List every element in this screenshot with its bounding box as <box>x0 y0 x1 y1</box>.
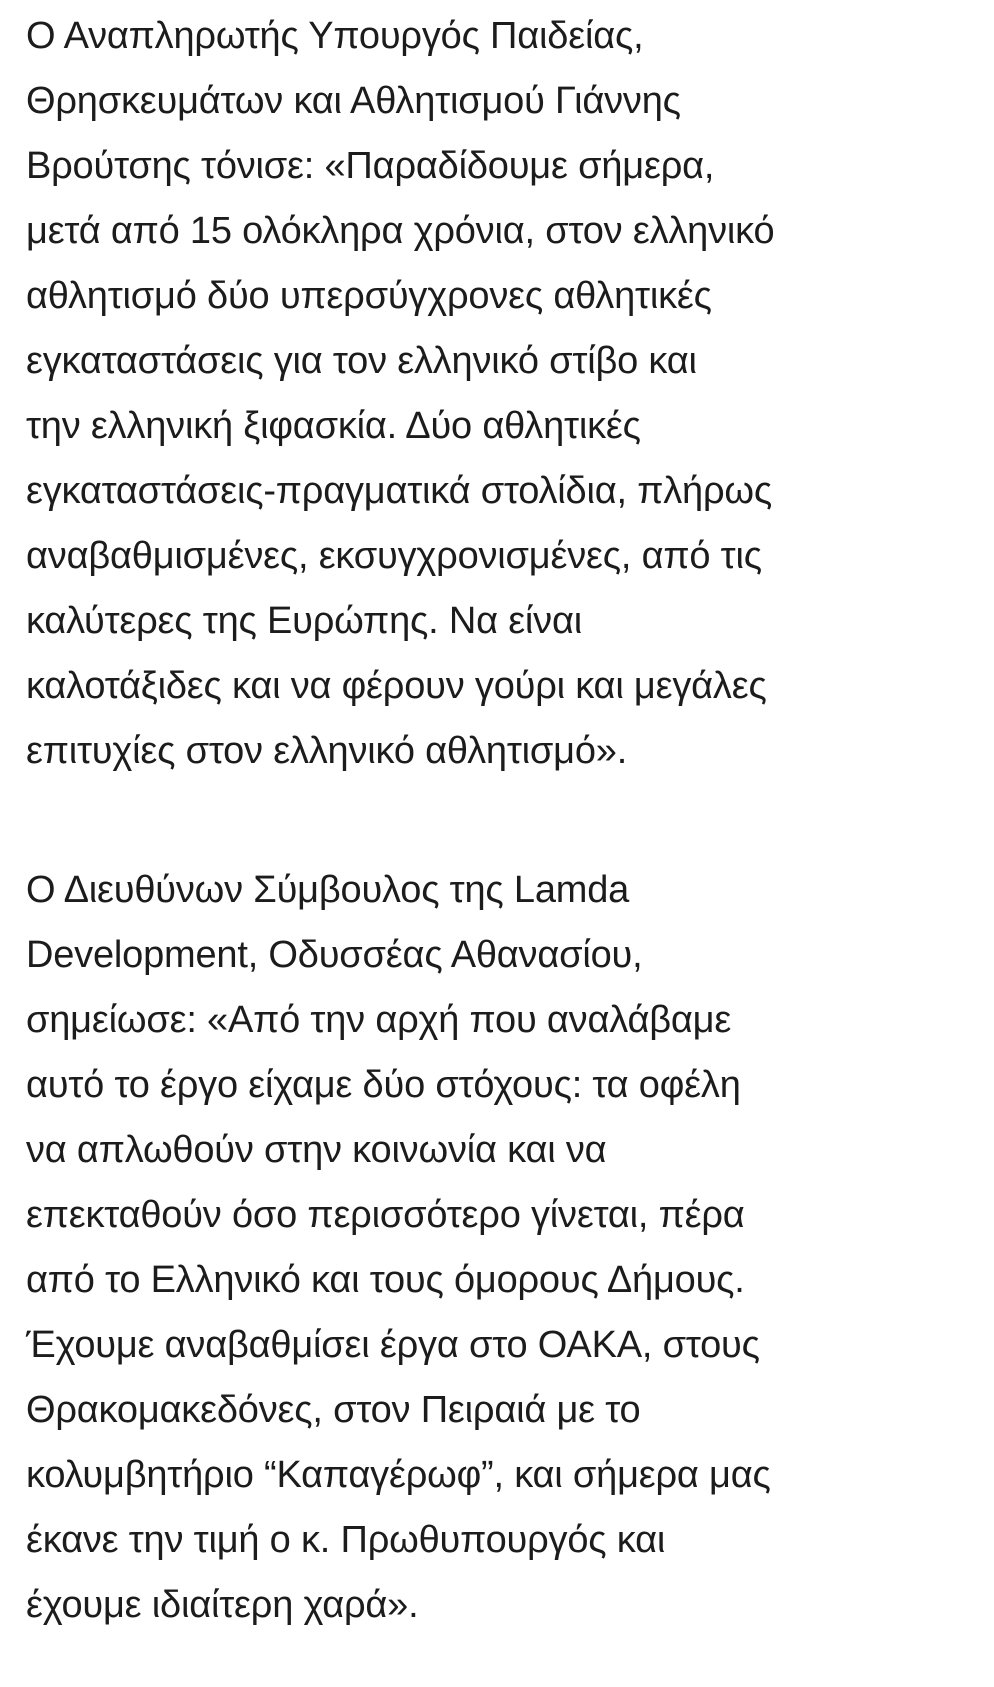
text-line: Ο Αναπληρωτής Υπουργός Παιδείας, <box>26 15 644 57</box>
text-line: έκανε την τιμή ο κ. Πρωθυπουργός και <box>26 1519 666 1561</box>
text-line: από το Ελληνικό και τους όμορους Δήμους. <box>26 1259 745 1301</box>
text-line: Έχουμε αναβαθμίσει έργα στο ΟΑΚΑ, στους <box>26 1324 760 1366</box>
paragraph-spacer <box>26 784 994 858</box>
text-line: καλύτερες της Ευρώπης. Να είναι <box>26 600 582 642</box>
text-line: εγκαταστάσεις-πραγματικά στολίδια, πλήρως <box>26 470 772 512</box>
text-line: κολυμβητήριο “Καπαγέρωφ”, και σήμερα μας <box>26 1454 771 1496</box>
text-line: επιτυχίες στον ελληνικό αθλητισμό». <box>26 730 628 772</box>
quote-paragraph-ceo <box>26 858 994 1638</box>
text-line: Θρακομακεδόνες, στον Πειραιά με το <box>26 1389 641 1431</box>
text-line: επεκταθούν όσο περισσότερο γίνεται, πέρα <box>26 1194 745 1236</box>
text-line: μετά από 15 ολόκληρα χρόνια, στον ελληνικό <box>26 210 775 252</box>
text-line: να απλωθούν στην κοινωνία και να <box>26 1129 607 1171</box>
text-line: αθλητισμό δύο υπερσύγχρονες αθλητικές <box>26 275 712 317</box>
text-line: καλοτάξιδες και να φέρουν γούρι και μεγάλες <box>26 665 767 707</box>
text-line: αναβαθμισμένες, εκσυγχρονισμένες, από τις <box>26 535 762 577</box>
text-line: Development, Οδυσσέας Αθανασίου, <box>26 934 643 976</box>
text-line: αυτό το έργο είχαμε δύο στόχους: τα οφέλη <box>26 1064 741 1106</box>
text-line: Ο Διευθύνων Σύμβουλος της Lamda <box>26 869 630 911</box>
text-line: Βρούτσης τόνισε: «Παραδίδουμε σήμερα, <box>26 145 715 187</box>
text-line: Θρησκευμάτων και Αθλητισμού Γιάννης <box>26 80 681 122</box>
text-line: την ελληνική ξιφασκία. Δύο αθλητικές <box>26 405 641 447</box>
quote-paragraph-minister <box>26 4 994 784</box>
text-line: εγκαταστάσεις για τον ελληνικό στίβο και <box>26 340 697 382</box>
text-line: σημείωσε: «Από την αρχή που αναλάβαμε <box>26 999 732 1041</box>
text-line: έχουμε ιδιαίτερη χαρά». <box>26 1584 419 1626</box>
